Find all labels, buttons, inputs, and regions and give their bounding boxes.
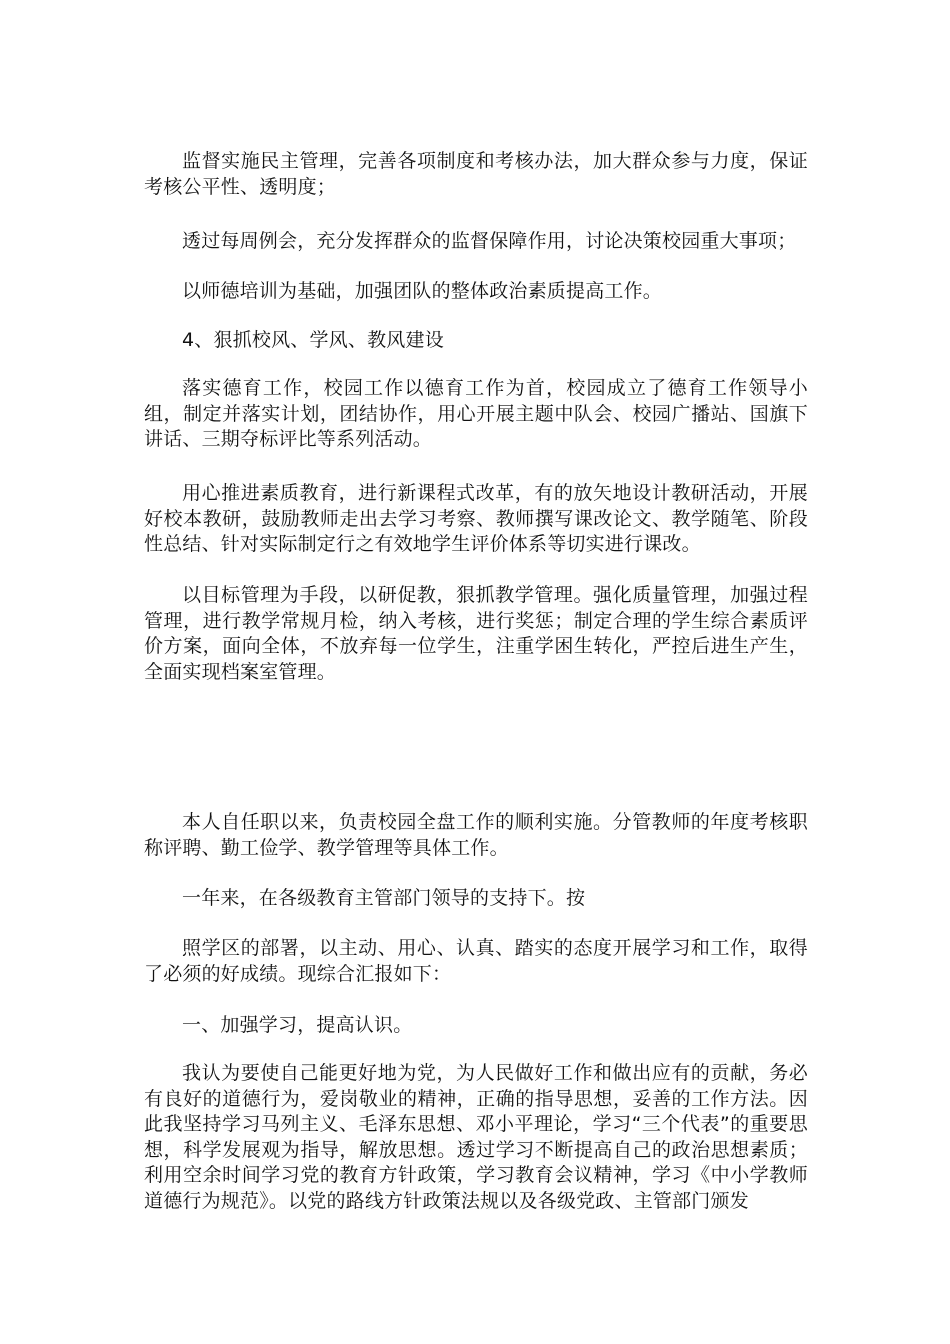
paragraph-democratic-management: 监督实施民主管理，完善各项制度和考核办法，加大群众参与力度，保证考核公平性、透明度； (144, 150, 808, 198)
section-heading-school-spirit: 4、狠抓校风、学风、教风建设 (182, 329, 444, 351)
paragraph-district-deployment: 照学区的部署，以主动、用心、认真、踏实的态度开展学习和工作，取得了必须的好成绩。现综合汇报如下： (144, 937, 808, 985)
paragraph-weekly-meeting: 透过每周例会，充分发挥群众的监督保障作用，讨论决策校园重大事项； (182, 230, 797, 252)
paragraph-self-introduction: 本人自任职以来，负责校园全盘工作的顺利实施。分管教师的年度考核职称评聘、勤工俭学、教学管理等具体工作。 (144, 811, 808, 859)
section-heading-strengthen-learning: 一、加强学习，提高认识。 (182, 1014, 413, 1036)
paragraph-teacher-ethics: 以师德培训为基础，加强团队的整体政治素质提高工作。 (182, 280, 663, 302)
paragraph-year-summary: 一年来，在各级教育主管部门领导的支持下。按 (182, 887, 586, 909)
paragraph-target-management: 以目标管理为手段，以研促教，狠抓教学管理。强化质量管理，加强过程管理，进行教学常规月检，纳入考核，进行奖惩；制定合理的学生综合素质评价方案，面向全体，不放弃每一位学生，注重学困生转化，严控后进生产生，全面实现档案室管理。 (144, 584, 808, 683)
paragraph-learning-details: 我认为要使自己能更好地为党，为人民做好工作和做出应有的贡献，务必有良好的道德行为，爱岗敬业的精神，正确的指导思想，妥善的工作方法。因此我坚持学习马列主义、毛泽东思想、邓小平理论，学习“三个代表”的重要思想，科学发展观为指导，解放思想。透过学习不断提高自己的政治思想素质；利用空余时间学习党的教育方针政策，学习教育会议精神，学习《中小学教师道德行为规范》。以党的路线方针政策法规以及各级党政、主管部门颁发 (144, 1062, 808, 1212)
paragraph-quality-education: 用心推进素质教育，进行新课程式改革，有的放矢地设计教研活动，开展好校本教研，鼓励教师走出去学习考察、教师撰写课改论文、教学随笔、阶段性总结、针对实际制定行之有效地学生评价体系等切实进行课改。 (144, 482, 808, 555)
paragraph-moral-education: 落实德育工作，校园工作以德育工作为首，校园成立了德育工作领导小组，制定并落实计划，团结协作，用心开展主题中队会、校园广播站、国旗下讲话、三期夺标评比等系列活动。 (144, 377, 808, 450)
